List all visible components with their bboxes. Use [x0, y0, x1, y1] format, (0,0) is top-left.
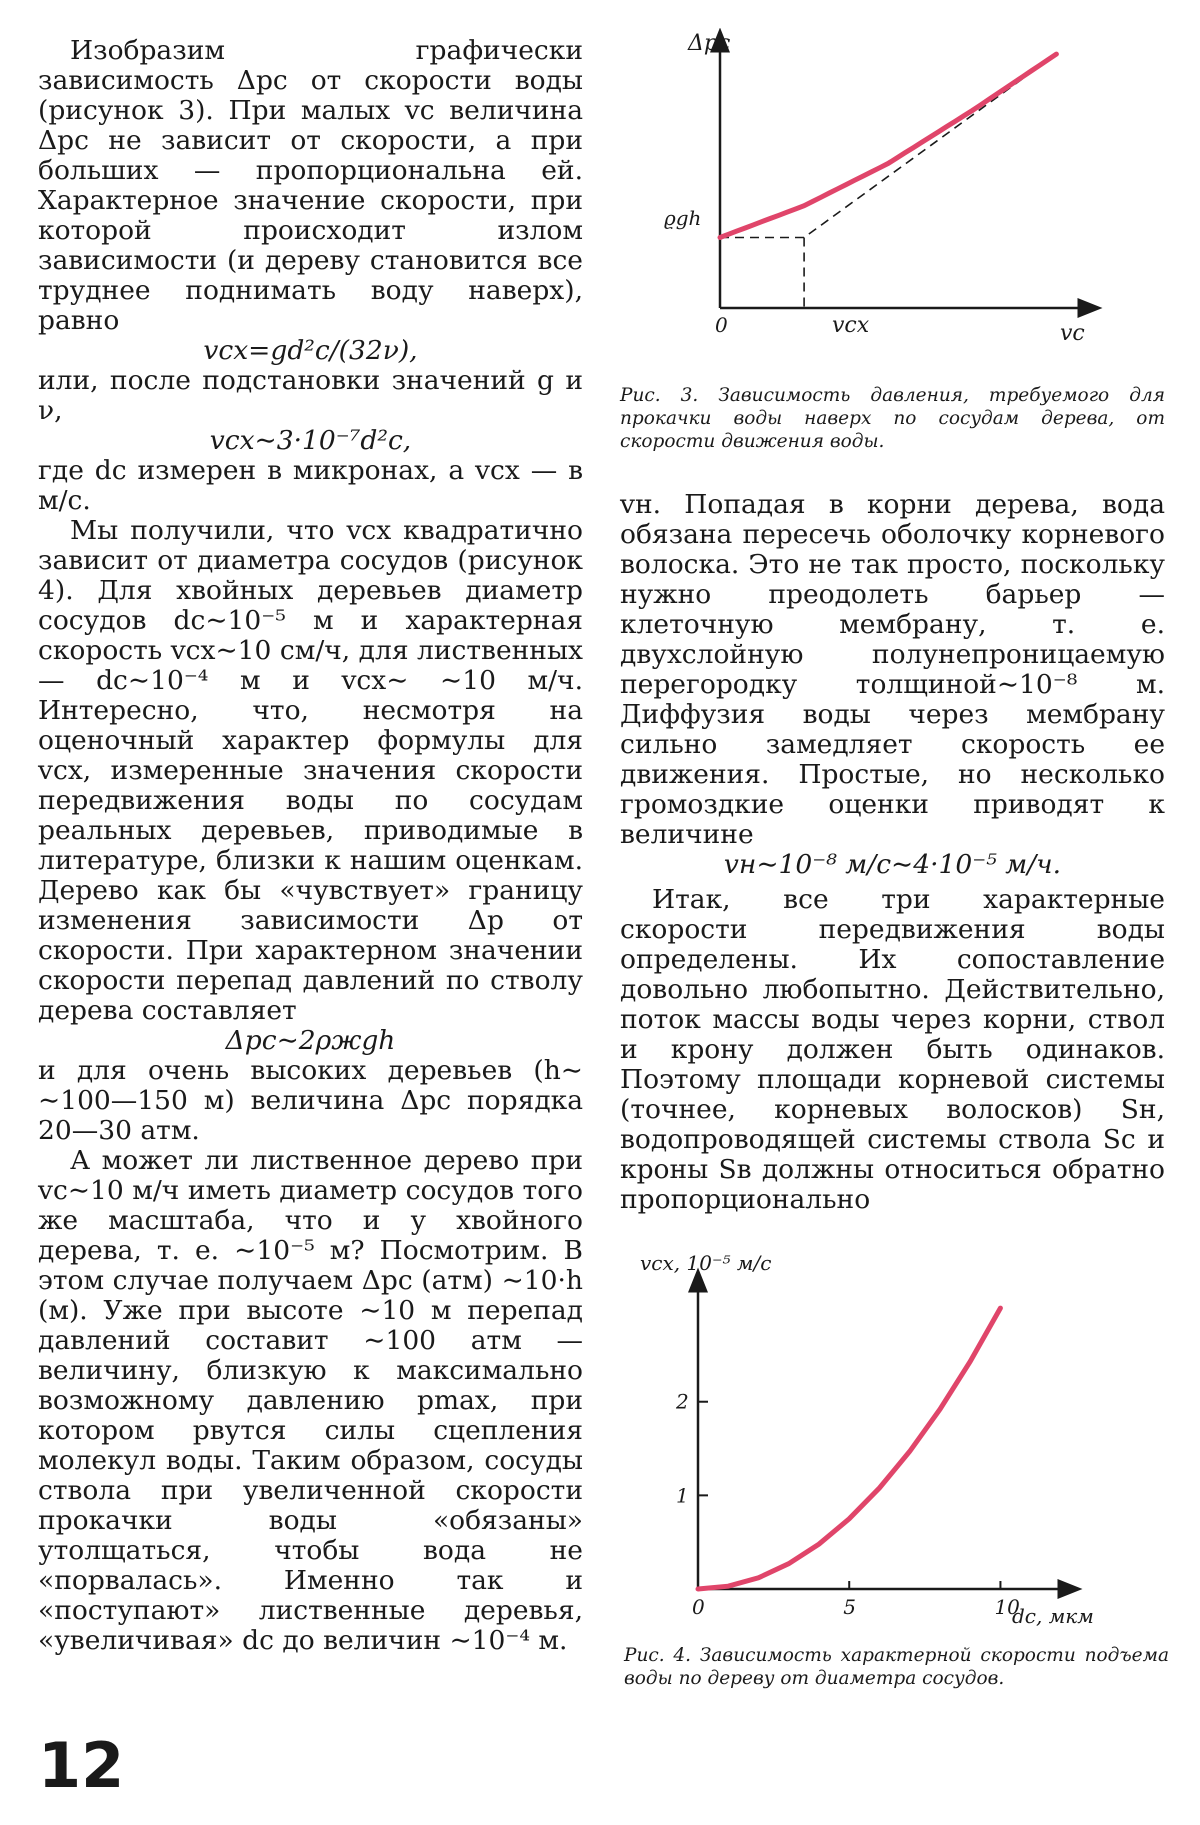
equation: vсх∼3·10⁻⁷d²c,: [209, 425, 412, 456]
paragraph: и для очень высоких деревьев (h∼ ∼100—150 м) величина Δpc порядка 20—30 атм.: [38, 1055, 583, 1146]
paragraph: vн. Попадая в корни дерева, вода обязана пересечь оболочку корневого волоска. Это не так просто, поскольку нужно преодолеть барьер — клеточную мембрану, т. е. двухслойную полунепроницаемую перегородку толщиной∼10⁻⁸ м. Диффузия воды через мембрану сильно замедляет скорость ее движения. Простые, но несколько громоздкие оценки приводят к величине: [620, 489, 1165, 850]
paragraph: Итак, все три характерные скорости передвижения воды определены. Их сопоставление довольно любопытно. Действительно, поток массы воды через корни, ствол и крону должен быть одинаков. Поэтому площади корневой системы (точнее, корневых волосков) Sн, водопроводящей системы ствола Sс и кроны Sв должны относиться обратно пропорционально: [620, 884, 1165, 1215]
asymptote-dashed-line: [720, 54, 1056, 237]
figure-4-chart: [620, 1240, 1170, 1635]
x-tick-label: 0: [692, 1595, 705, 1619]
x-axis-label: vc: [1060, 321, 1085, 346]
y-mark-label: ϱgh: [664, 206, 702, 230]
figure-3-chart: [620, 28, 1170, 348]
equation: vсх=gd²c/(32ν),: [203, 335, 418, 366]
figure-3-caption: Рис. 3. Зависимость давления, требуемого для прокачки воды наверх по сосудам дерева, от скорости движения воды.: [620, 385, 1165, 452]
velocity-curve: [698, 1308, 1000, 1589]
x-tick-label: 10: [994, 1595, 1020, 1619]
equation: vн∼10⁻⁸ м/с∼4·10⁻⁵ м/ч.: [723, 849, 1062, 880]
paragraph: Изобразим графически зависимость Δpc от скорости воды (рисунок 3). При малых vc величина Δpc не зависит от скорости, а при больших — пропорциональна ей. Характерное значение скорости, при которой происходит излом зависимости (и дереву становится все труднее поднимать воду наверх), равно: [38, 35, 583, 336]
paragraph: где dc измерен в микронах, а vсх — в м/с.: [38, 455, 583, 516]
x-tick-label: 5: [843, 1595, 856, 1619]
y-tick-label: 2: [676, 1389, 689, 1414]
paragraph: или, после подстановки значений g и ν,: [38, 365, 583, 426]
page-number: 12: [38, 1729, 125, 1802]
origin-label: 0: [715, 313, 728, 337]
y-axis-label: Δpc: [688, 31, 731, 56]
y-tick-label: 1: [676, 1483, 689, 1508]
x-mark-label: vcx: [832, 313, 870, 338]
paragraph: А может ли лиственное дерево при vc∼10 м/ч иметь диаметр сосудов того же масштаба, что и у хвойного дерева, т. е. ∼10⁻⁵ м? Посмотрим. В этом случае получаем Δpc (атм) ∼10·h (м). Уже при высоте ∼10 м перепад давлений составит ∼100 атм — величину, близкую к максимально возможному давлению pmax, при котором рвутся силы сцепления молекул воды. Таким образом, сосуды ствола при увеличенной скорости прокачки воды «обязаны» утолщаться, чтобы вода не «порвалась». Именно так и «поступают» лиственные деревья, «увеличивая» dc до величин ∼10⁻⁴ м.: [38, 1145, 583, 1656]
pressure-curve: [720, 54, 1056, 237]
y-axis-label: vcx, 10⁻⁵ м/с: [640, 1251, 772, 1275]
paragraph: Мы получили, что vсх квадратично зависит от диаметра сосудов (рисунок 4). Для хвойных деревьев диаметр сосудов dc∼10⁻⁵ м и характерная скорость vсх∼10 см/ч, для лиственных — dc∼10⁻⁴ м и vсх∼ ∼10 м/ч. Интересно, что, несмотря на оценочный характер формулы для vсх, измеренные значения скорости передвижения воды по сосудам реальных деревьев, приводимые в литературе, близки к нашим оценкам. Дерево как бы «чувствует» границу изменения зависимости Δp от скорости. При характерном значении скорости перепад давлений по стволу дерева составляет: [38, 515, 583, 1026]
figure-4-caption: Рис. 4. Зависимость характерной скорости подъема воды по дереву от диаметра сосудов.: [624, 1645, 1169, 1689]
right-text-column: [620, 490, 1165, 880]
left-text-column: [38, 36, 583, 1656]
equation: Δpc∼2ρжgh: [225, 1025, 396, 1056]
right-text-column-2: [620, 885, 1165, 1215]
x-axis-label: dc, мкм: [1012, 1604, 1094, 1628]
